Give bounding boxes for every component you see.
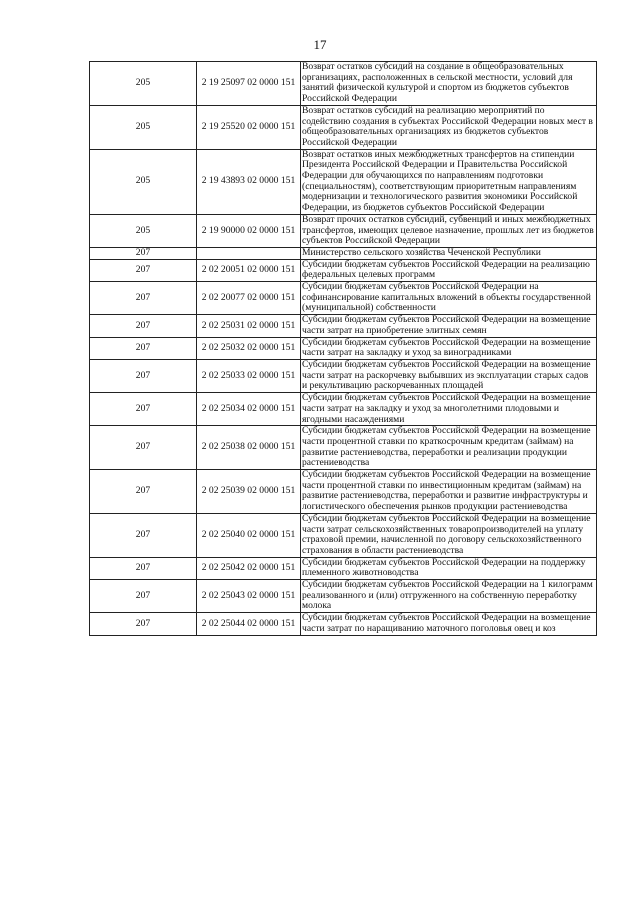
table-row xyxy=(90,393,597,426)
admin-code-cell: 205 xyxy=(90,214,197,247)
table-row xyxy=(90,557,597,579)
table-row xyxy=(90,62,597,106)
table-row xyxy=(90,513,597,557)
table-body xyxy=(90,62,597,636)
admin-code-cell: 205 xyxy=(90,149,197,214)
admin-code-cell: 207 xyxy=(90,315,197,337)
budget-code-cell: 2 02 25044 02 0000 151 xyxy=(197,613,301,635)
table-row xyxy=(90,337,597,359)
budget-code-cell: 2 02 25031 02 0000 151 xyxy=(197,315,301,337)
admin-code-cell: 207 xyxy=(90,470,197,514)
budget-code-cell: 2 02 25034 02 0000 151 xyxy=(197,393,301,426)
description-cell: Субсидии бюджетам субъектов Российской Федерации на софинансирование капитальных вложений в объекты государственной (муниципальной) собственности xyxy=(301,282,597,315)
admin-code-cell: 207 xyxy=(90,580,197,613)
budget-code-cell: 2 02 25039 02 0000 151 xyxy=(197,470,301,514)
admin-code-cell: 207 xyxy=(90,282,197,315)
budget-code-cell: 2 02 25038 02 0000 151 xyxy=(197,426,301,470)
table-row xyxy=(90,105,597,149)
description-cell: Субсидии бюджетам субъектов Российской Федерации на реализацию федеральных целевых программ xyxy=(301,259,597,281)
description-cell: Субсидии бюджетам субъектов Российской Федерации на возмещение части затрат по наращиванию маточного поголовья овец и коз xyxy=(301,613,597,635)
description-cell: Субсидии бюджетам субъектов Российской Федерации на возмещение части затрат на закладку и уход за многолетними плодовыми и ягодными насаждениями xyxy=(301,393,597,426)
table-row xyxy=(90,214,597,247)
description-cell: Возврат остатков субсидий на создание в общеобразовательных организациях, расположенных в сельской местности, условий для занятий физической культурой и спортом из бюджетов субъектов Российской Федерации xyxy=(301,62,597,106)
admin-code-cell: 207 xyxy=(90,613,197,635)
table-row xyxy=(90,247,597,259)
page-number: 17 xyxy=(313,37,327,52)
description-cell: Субсидии бюджетам субъектов Российской Федерации на поддержку племенного животноводства xyxy=(301,557,597,579)
budget-code-cell: 2 19 25097 02 0000 151 xyxy=(197,62,301,106)
table-row xyxy=(90,282,597,315)
budget-code-cell: 2 02 25032 02 0000 151 xyxy=(197,337,301,359)
admin-code-cell: 207 xyxy=(90,513,197,557)
table-row xyxy=(90,613,597,635)
description-cell: Субсидии бюджетам субъектов Российской Федерации на возмещение части затрат на приобретение элитных семян xyxy=(301,315,597,337)
admin-code-cell: 207 xyxy=(90,337,197,359)
budget-code-cell: 2 02 25042 02 0000 151 xyxy=(197,557,301,579)
budget-code-cell: 2 02 25043 02 0000 151 xyxy=(197,580,301,613)
admin-code-cell: 207 xyxy=(90,259,197,281)
description-cell: Субсидии бюджетам субъектов Российской Федерации на возмещение части затрат сельскохозяйственных товаропроизводителей на уплату страховой премии, начисленной по договору сельскохозяйственного страхования в области растениеводства xyxy=(301,513,597,557)
table-row xyxy=(90,470,597,514)
description-cell: Возврат остатков иных межбюджетных трансфертов на стипендии Президента Российской Федерации и Правительства Российской Федерации для обучающихся по направлениям подготовки (специальностям), соответствующим приоритетным направлениям модернизации и технологического развития экономики Российской Федерации, из бюджетов субъектов Российской Федерации xyxy=(301,149,597,214)
table-row xyxy=(90,149,597,214)
admin-code-cell: 207 xyxy=(90,393,197,426)
table-row xyxy=(90,359,597,392)
description-cell: Возврат прочих остатков субсидий, субвенций и иных межбюджетных трансфертов, имеющих целевое назначение, прошлых лет из бюджетов субъектов Российской Федерации xyxy=(301,214,597,247)
budget-code-cell: 2 02 20051 02 0000 151 xyxy=(197,259,301,281)
budget-code-cell: 2 02 25040 02 0000 151 xyxy=(197,513,301,557)
description-cell: Субсидии бюджетам субъектов Российской Федерации на возмещение части затрат на закладку и уход за виноградниками xyxy=(301,337,597,359)
table-row xyxy=(90,259,597,281)
admin-code-cell: 207 xyxy=(90,426,197,470)
description-cell: Субсидии бюджетам субъектов Российской Федерации на возмещение части процентной ставки по краткосрочным кредитам (займам) на развитие растениеводства, переработки и реализации продукции растениеводства xyxy=(301,426,597,470)
budget-codes-table xyxy=(89,61,597,636)
budget-code-cell: 2 02 20077 02 0000 151 xyxy=(197,282,301,315)
budget-code-cell: 2 02 25033 02 0000 151 xyxy=(197,359,301,392)
admin-code-cell: 205 xyxy=(90,105,197,149)
description-cell: Субсидии бюджетам субъектов Российской Федерации на возмещение части затрат на раскорчевку выбывших из эксплуатации старых садов и рекультивацию раскорчеванных площадей xyxy=(301,359,597,392)
table-row xyxy=(90,426,597,470)
budget-code-cell xyxy=(197,247,301,259)
description-cell: Министерство сельского хозяйства Чеченской Республики xyxy=(301,247,597,259)
table-row xyxy=(90,315,597,337)
budget-code-cell: 2 19 90000 02 0000 151 xyxy=(197,214,301,247)
budget-code-cell: 2 19 25520 02 0000 151 xyxy=(197,105,301,149)
admin-code-cell: 205 xyxy=(90,62,197,106)
description-cell: Субсидии бюджетам субъектов Российской Федерации на 1 килограмм реализованного и (или) отгруженного на собственную переработку молока xyxy=(301,580,597,613)
admin-code-cell: 207 xyxy=(90,247,197,259)
admin-code-cell: 207 xyxy=(90,359,197,392)
description-cell: Субсидии бюджетам субъектов Российской Федерации на возмещение части процентной ставки по инвестиционным кредитам (займам) на развитие растениеводства, переработки и развитие инфраструктуры и логистического обеспечения рынков продукции растениеводства xyxy=(301,470,597,514)
table-row xyxy=(90,580,597,613)
admin-code-cell: 207 xyxy=(90,557,197,579)
budget-code-cell: 2 19 43893 02 0000 151 xyxy=(197,149,301,214)
description-cell: Возврат остатков субсидий на реализацию мероприятий по содействию создания в субъектах Российской Федерации новых мест в общеобразовательных организациях из бюджетов субъектов Российской Федерации xyxy=(301,105,597,149)
